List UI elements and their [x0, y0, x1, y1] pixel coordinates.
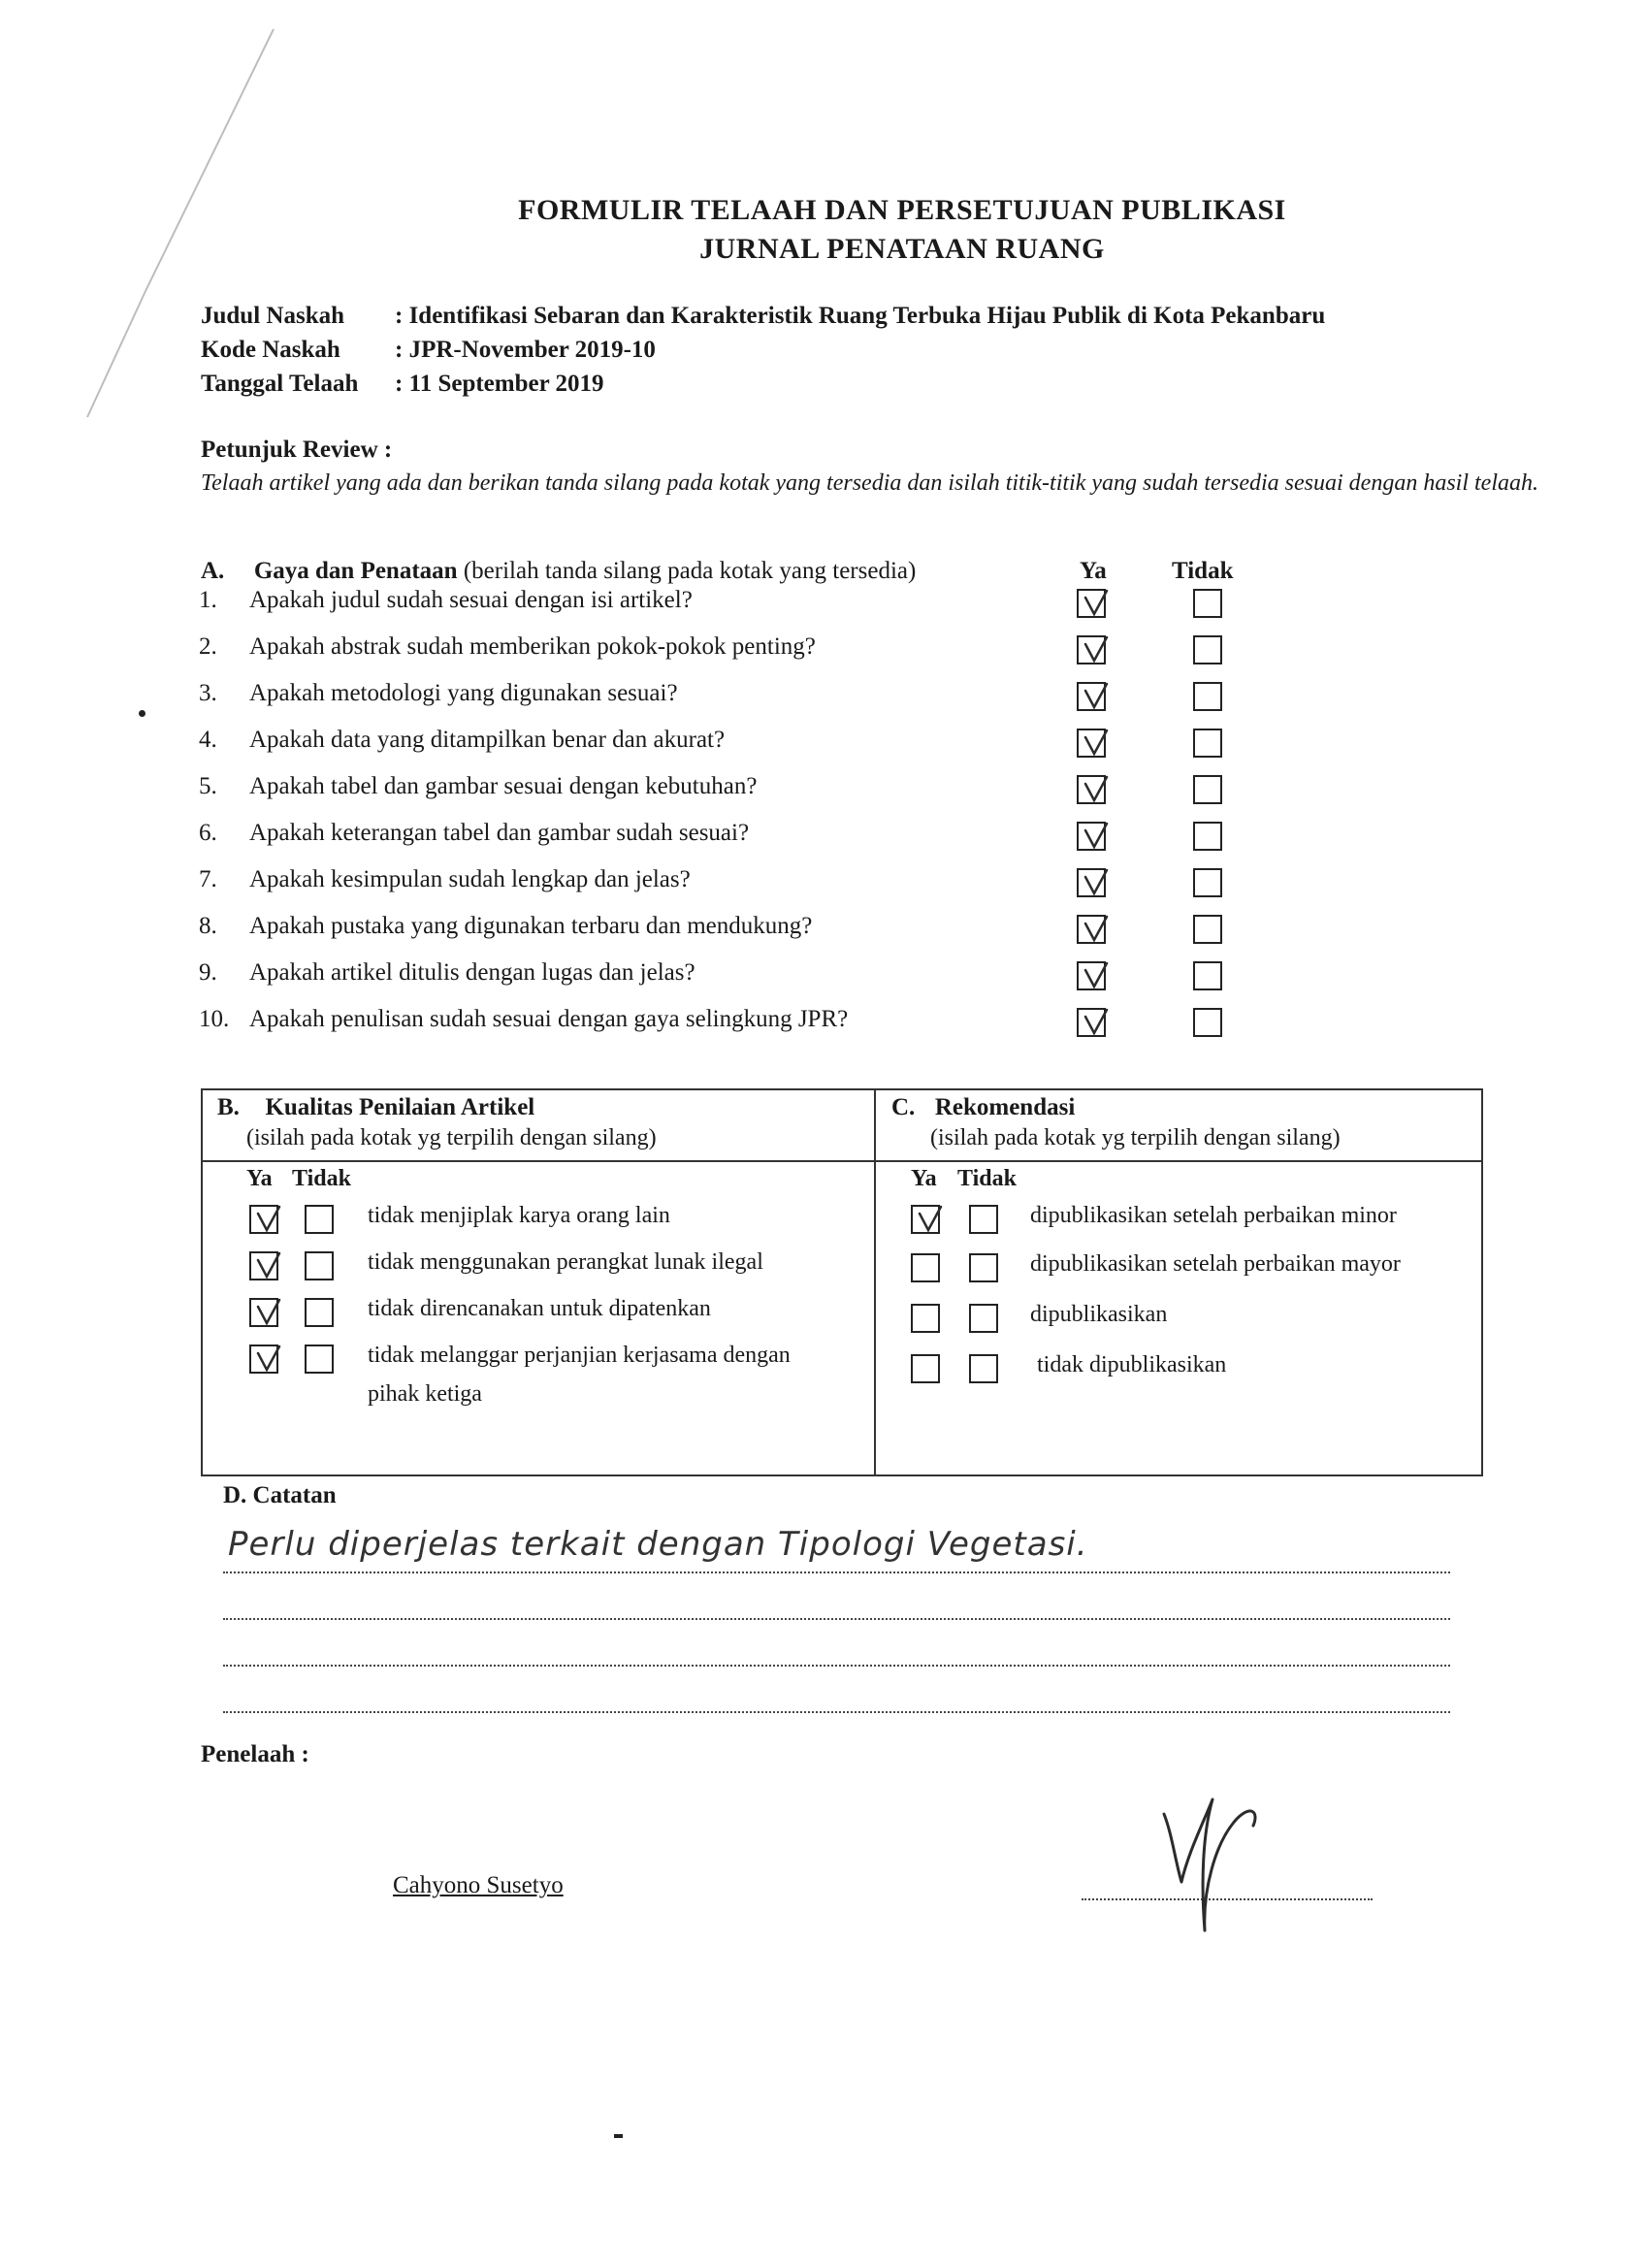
tidak-checkbox[interactable]: [1193, 915, 1222, 944]
ya-checkbox[interactable]: [911, 1253, 940, 1282]
check-mark-icon: [1081, 681, 1114, 714]
section-b-title: [217, 1094, 534, 1121]
section-a-col-tidak: Tidak: [1172, 558, 1234, 584]
question-text: Apakah pustaka yang digunakan terbaru dan mendukung?: [249, 913, 813, 939]
judul-label: Judul Naskah: [201, 303, 344, 329]
section-b-col-tidak: Tidak: [292, 1166, 351, 1191]
ya-checkbox[interactable]: [911, 1205, 940, 1234]
ya-checkbox[interactable]: [1077, 868, 1106, 897]
stray-mark: [614, 2134, 623, 2138]
question-number: 5.: [199, 773, 217, 799]
ya-checkbox[interactable]: [911, 1304, 940, 1333]
question-text: Apakah kesimpulan sudah lengkap dan jelas?: [249, 866, 691, 892]
question-number: 3.: [199, 680, 217, 706]
check-mark-icon: [1081, 914, 1114, 947]
section-b-note: (isilah pada kotak yg terpilih dengan silang): [246, 1125, 657, 1150]
check-mark-icon: [1081, 867, 1114, 900]
reviewer-name: Cahyono Susetyo: [393, 1872, 564, 1898]
penelaah-heading: Penelaah :: [201, 1741, 309, 1767]
section-d-heading: D. Catatan: [223, 1482, 337, 1508]
tidak-checkbox[interactable]: [969, 1304, 998, 1333]
ya-checkbox[interactable]: [1077, 775, 1106, 804]
question-number: 2.: [199, 633, 217, 660]
section-b-col-ya: Ya: [246, 1166, 273, 1191]
ya-checkbox[interactable]: [249, 1251, 278, 1280]
tidak-checkbox[interactable]: [1193, 635, 1222, 664]
question-text: Apakah metodologi yang digunakan sesuai?: [249, 680, 678, 706]
tidak-checkbox[interactable]: [1193, 589, 1222, 618]
ya-checkbox[interactable]: [1077, 1008, 1106, 1037]
petunjuk-text: Telaah artikel yang ada dan berikan tanda silang pada kotak yang tersedia dan isilah titik-titik yang sudah tersedia sesuai dengan hasil telaah.: [201, 470, 1538, 496]
section-b-letter: B.: [217, 1094, 240, 1120]
question-number: 7.: [199, 866, 217, 892]
ya-checkbox[interactable]: [249, 1205, 278, 1234]
section-b-item-text-cont: pihak ketiga: [368, 1381, 482, 1407]
catatan-line-3: [223, 1663, 1450, 1667]
section-a-col-ya: Ya: [1080, 558, 1107, 584]
bc-table: [201, 1088, 1483, 1476]
question-number: 1.: [199, 587, 217, 613]
tidak-checkbox[interactable]: [969, 1253, 998, 1282]
tidak-checkbox[interactable]: [1193, 682, 1222, 711]
tanggal-value: : 11 September 2019: [395, 371, 604, 397]
section-b-item-text: tidak melanggar perjanjian kerjasama dengan: [368, 1343, 791, 1368]
check-mark-icon: [1081, 1007, 1114, 1040]
section-c-col-tidak: Tidak: [957, 1166, 1017, 1191]
tidak-checkbox[interactable]: [1193, 868, 1222, 897]
check-mark-icon: [253, 1204, 286, 1237]
section-a-header: [201, 558, 916, 585]
section-c-title: [891, 1094, 1075, 1121]
catatan-handwritten: Perlu diperjelas terkait dengan Tipologi Vegetasi.: [228, 1525, 1088, 1564]
question-number: 4.: [199, 727, 217, 753]
section-a-note: (berilah tanda silang pada kotak yang tersedia): [463, 558, 917, 584]
form-title-line1: FORMULIR TELAAH DAN PERSETUJUAN PUBLIKASI: [518, 194, 1286, 226]
tidak-checkbox[interactable]: [305, 1205, 334, 1234]
section-c-heading: Rekomendasi: [934, 1094, 1076, 1120]
tidak-checkbox[interactable]: [305, 1298, 334, 1327]
section-c-note: (isilah pada kotak yg terpilih dengan silang): [930, 1125, 1341, 1150]
section-c-item-text: tidak dipublikasikan: [1037, 1352, 1227, 1377]
question-text: Apakah data yang ditampilkan benar dan akurat?: [249, 727, 726, 753]
ya-checkbox[interactable]: [1077, 589, 1106, 618]
question-text: Apakah artikel ditulis dengan lugas dan jelas?: [249, 959, 695, 986]
form-title-line2: JURNAL PENATAAN RUANG: [699, 233, 1105, 265]
tidak-checkbox[interactable]: [969, 1205, 998, 1234]
section-b-item-text: tidak menjiplak karya orang lain: [368, 1203, 670, 1228]
bc-header-rule: [203, 1160, 1481, 1162]
section-c-col-ya: Ya: [911, 1166, 937, 1191]
bc-divider: [874, 1090, 876, 1474]
check-mark-icon: [253, 1297, 286, 1330]
question-text: Apakah penulisan sudah sesuai dengan gaya selingkung JPR?: [249, 1006, 849, 1032]
section-c-item-text: dipublikasikan: [1030, 1302, 1168, 1327]
check-mark-icon: [1081, 588, 1114, 621]
tanggal-row: [201, 371, 604, 398]
section-b-item-text: tidak direncanakan untuk dipatenkan: [368, 1296, 711, 1321]
ya-checkbox[interactable]: [911, 1354, 940, 1383]
tidak-checkbox[interactable]: [969, 1354, 998, 1383]
question-number: 6.: [199, 820, 217, 846]
section-c-item-text: dipublikasikan setelah perbaikan mayor: [1030, 1251, 1401, 1277]
question-text: Apakah keterangan tabel dan gambar sudah sesuai?: [249, 820, 750, 846]
section-c-item-text: dipublikasikan setelah perbaikan minor: [1030, 1203, 1397, 1228]
tidak-checkbox[interactable]: [1193, 822, 1222, 851]
check-mark-icon: [1081, 728, 1114, 761]
tidak-checkbox[interactable]: [1193, 775, 1222, 804]
ya-checkbox[interactable]: [1077, 822, 1106, 851]
ya-checkbox[interactable]: [249, 1345, 278, 1374]
kode-row: [201, 337, 656, 364]
ya-checkbox[interactable]: [1077, 915, 1106, 944]
check-mark-icon: [253, 1250, 286, 1283]
check-mark-icon: [253, 1344, 286, 1377]
judul-row: [201, 303, 1325, 330]
catatan-line-2: [223, 1616, 1450, 1620]
stray-mark: [139, 710, 146, 717]
section-c-letter: C.: [891, 1094, 916, 1120]
judul-value: : Identifikasi Sebaran dan Karakteristik Ruang Terbuka Hijau Publik di Kota Pekanbaru: [395, 303, 1326, 329]
catatan-line-1: [223, 1570, 1450, 1573]
section-a-letter: A.: [201, 558, 225, 584]
section-b-item-text: tidak menggunakan perangkat lunak ilegal: [368, 1249, 763, 1275]
kode-value: : JPR-November 2019-10: [395, 337, 656, 363]
petunjuk-heading: Petunjuk Review :: [201, 437, 393, 463]
check-mark-icon: [1081, 960, 1114, 993]
section-a-heading: Gaya dan Penataan: [253, 558, 458, 584]
check-mark-icon: [1081, 634, 1114, 667]
ya-checkbox[interactable]: [1077, 635, 1106, 664]
check-mark-icon: [1081, 774, 1114, 807]
ya-checkbox[interactable]: [1077, 961, 1106, 990]
tidak-checkbox[interactable]: [1193, 1008, 1222, 1037]
kode-label: Kode Naskah: [201, 337, 340, 363]
tanggal-label: Tanggal Telaah: [201, 371, 359, 397]
ya-checkbox[interactable]: [1077, 682, 1106, 711]
ya-checkbox[interactable]: [249, 1298, 278, 1327]
tidak-checkbox[interactable]: [1193, 729, 1222, 758]
question-number: 9.: [199, 959, 217, 986]
question-number: 8.: [199, 913, 217, 939]
question-text: Apakah abstrak sudah memberikan pokok-pokok penting?: [249, 633, 816, 660]
section-b-heading: Kualitas Penilaian Artikel: [265, 1094, 535, 1120]
catatan-line-4: [223, 1709, 1450, 1713]
check-mark-icon: [915, 1204, 948, 1237]
question-text: Apakah judul sudah sesuai dengan isi artikel?: [249, 587, 693, 613]
tidak-checkbox[interactable]: [305, 1345, 334, 1374]
question-text: Apakah tabel dan gambar sesuai dengan kebutuhan?: [249, 773, 758, 799]
question-number: 10.: [199, 1006, 230, 1032]
check-mark-icon: [1081, 821, 1114, 854]
tidak-checkbox[interactable]: [305, 1251, 334, 1280]
reviewer-signature: [1145, 1775, 1290, 1935]
ya-checkbox[interactable]: [1077, 729, 1106, 758]
tidak-checkbox[interactable]: [1193, 961, 1222, 990]
